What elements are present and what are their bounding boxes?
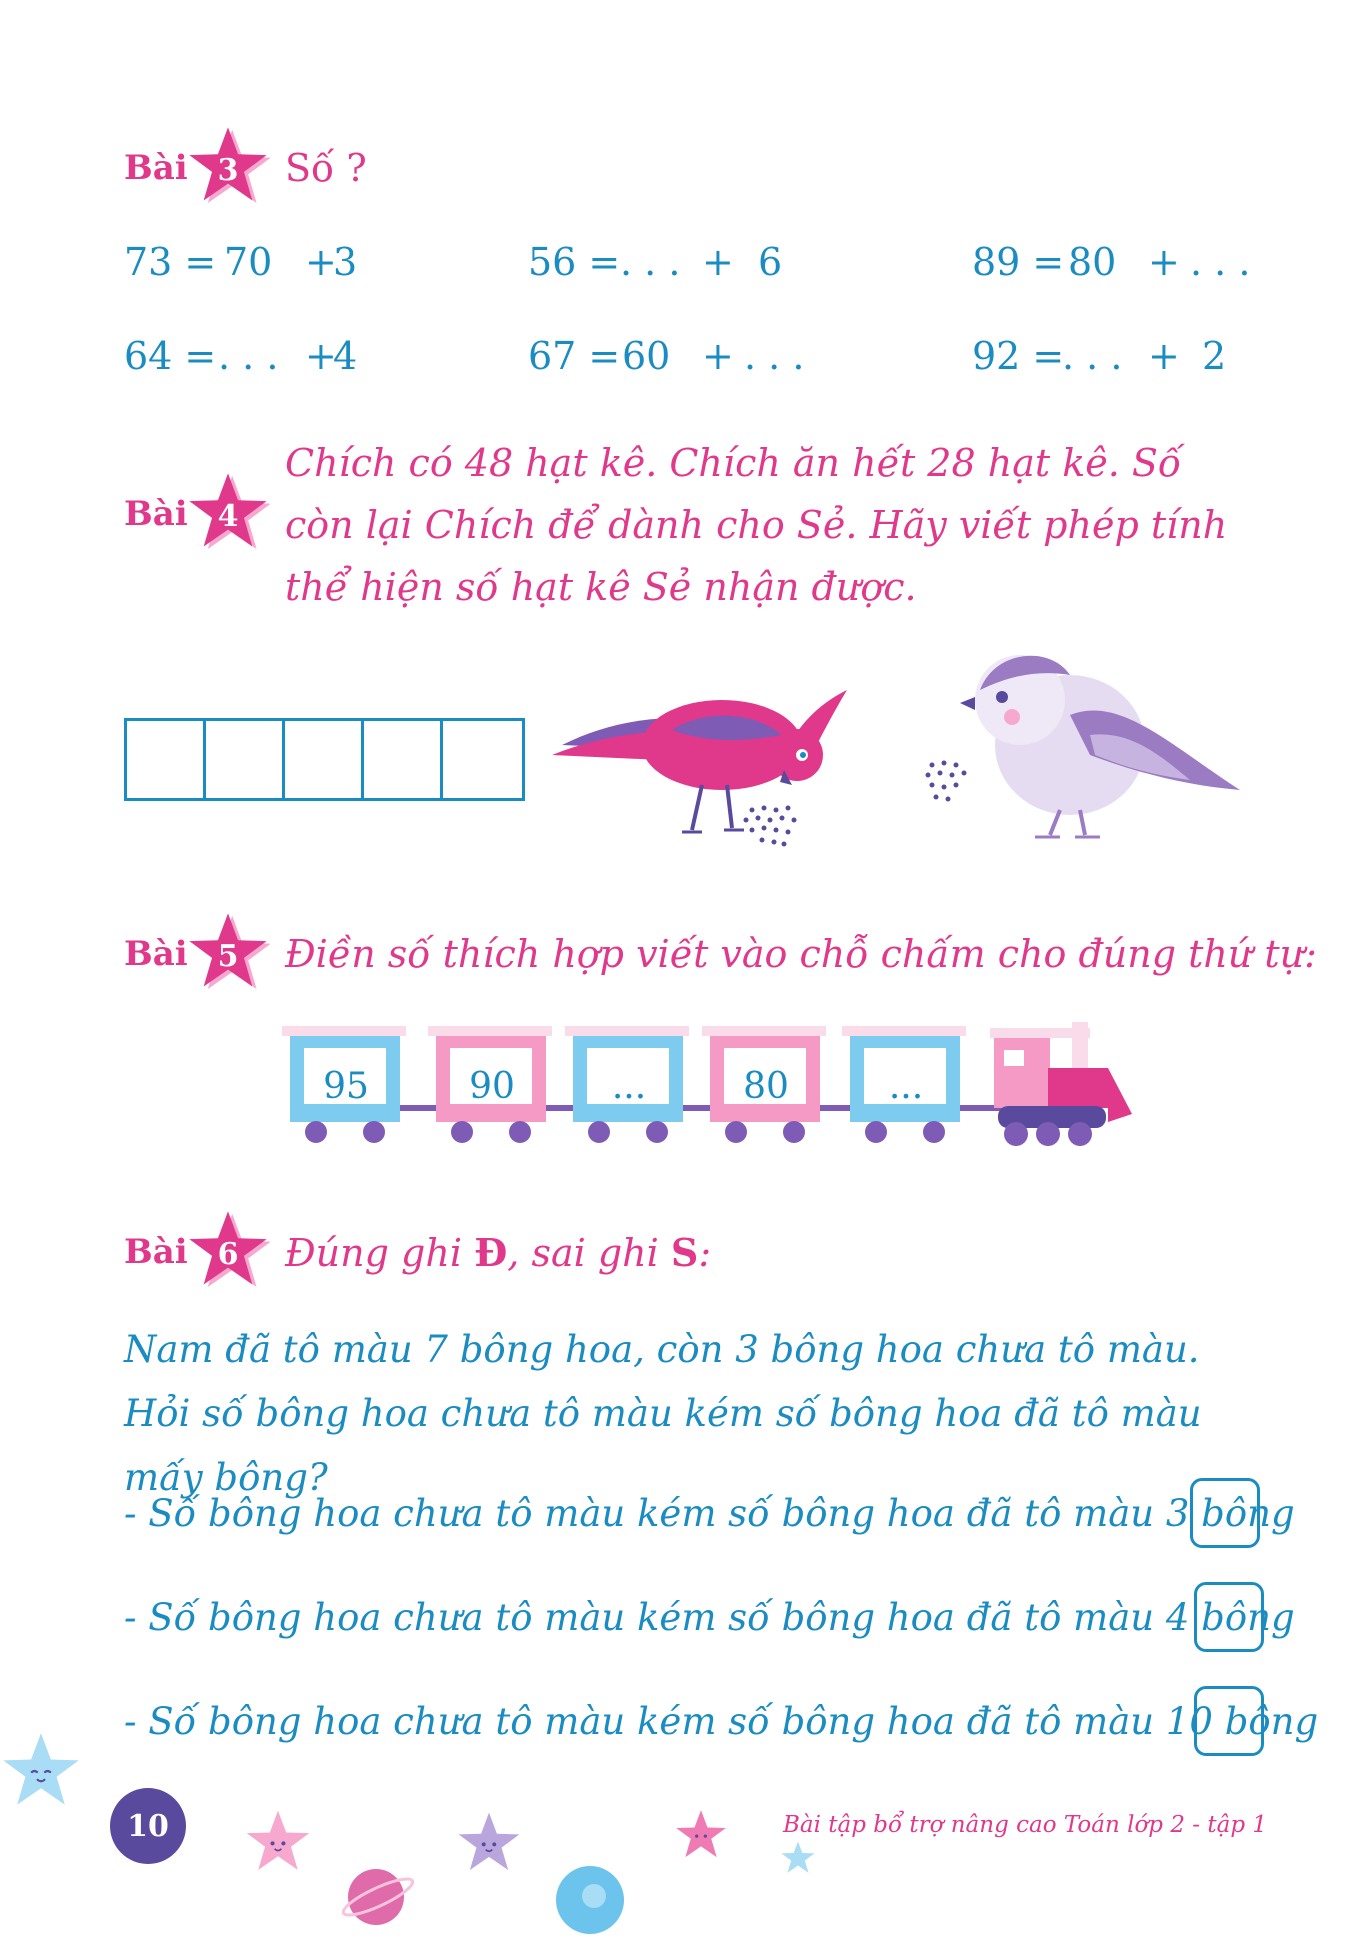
- eq-3-op: +: [1148, 240, 1180, 284]
- train-car-1-label: 95: [323, 1066, 369, 1107]
- bai6-prompt-pre: Đúng ghi: [285, 1231, 475, 1275]
- eq-1-lhs: 73 =: [124, 240, 217, 284]
- bai6-option-2: - Số bông hoa chưa tô màu kém số bông hoa đã tô màu 4 bông: [124, 1596, 1295, 1639]
- bai5-prompt: Điền số thích hợp viết vào chỗ chấm cho đúng thứ tự:: [285, 932, 1317, 976]
- eq-2-lhs: 56 =: [528, 240, 621, 284]
- book-title: Bài tập bổ trợ nâng cao Toán lớp 2 - tập 1: [782, 1812, 1267, 1838]
- bai6-prompt-mid: , sai ghi: [507, 1231, 671, 1275]
- bai6-problem: Nam đã tô màu 7 bông hoa, còn 3 bông hoa chưa tô màu. Hỏi số bông hoa chưa tô màu kém số bông hoa đã tô màu mấy bông?: [124, 1328, 1202, 1499]
- train-graphic: [282, 1022, 1132, 1152]
- answer-box[interactable]: [285, 721, 364, 798]
- bai3-label: Bài: [124, 148, 188, 188]
- bai6-prompt: [285, 1230, 711, 1275]
- bai3-prompt: Số ?: [285, 146, 367, 190]
- eq-6-op: +: [1148, 334, 1180, 378]
- eq-5-op: +: [702, 334, 734, 378]
- bai6-prompt-end: :: [698, 1231, 712, 1275]
- train-car-5-label[interactable]: ...: [888, 1066, 924, 1107]
- purple-star-face-icon: [456, 1810, 522, 1876]
- blue-star-face-icon: [0, 1730, 82, 1812]
- answer-checkbox-3[interactable]: [1194, 1686, 1264, 1756]
- blue-planet-icon: [552, 1862, 628, 1936]
- train-car-3-label[interactable]: ...: [611, 1066, 647, 1107]
- eq-3-a: 80: [1068, 240, 1117, 284]
- eq-4-op: +: [305, 334, 337, 378]
- eq-4-b: 4: [333, 334, 358, 378]
- bai5-number: 5: [217, 938, 239, 974]
- bai6-label: Bài: [124, 1232, 188, 1272]
- bai6-prompt-d: Đ: [474, 1230, 508, 1275]
- page-number: 10: [110, 1788, 186, 1864]
- answer-box[interactable]: [364, 721, 443, 798]
- bai4-answer-boxes[interactable]: [124, 718, 525, 801]
- answer-checkbox-1[interactable]: [1190, 1478, 1260, 1548]
- eq-1-a: 70: [224, 240, 273, 284]
- eq-1-b: 3: [333, 240, 358, 284]
- answer-checkbox-2[interactable]: [1194, 1582, 1264, 1652]
- bai4-number: 4: [217, 498, 239, 534]
- train-car-4-label: 80: [743, 1066, 789, 1107]
- sparrow-illustration: [920, 635, 1240, 855]
- bai6-option-3: - Số bông hoa chưa tô màu kém số bông hoa đã tô màu 10 bông: [124, 1700, 1319, 1743]
- answer-box[interactable]: [206, 721, 285, 798]
- bai6-number: 6: [217, 1236, 239, 1272]
- eq-5-a: 60: [622, 334, 671, 378]
- bai4-label: Bài: [124, 494, 188, 534]
- pink-star-face-icon-2: [674, 1808, 728, 1862]
- eq-2-op: +: [702, 240, 734, 284]
- bai6-star-badge: [186, 1208, 270, 1292]
- bai5-star-badge: [186, 910, 270, 994]
- bai3-star-badge: [186, 124, 270, 208]
- train-car-2-label: 90: [469, 1066, 515, 1107]
- eq-5-b: . . .: [744, 334, 805, 378]
- eq-5-lhs: 67 =: [528, 334, 621, 378]
- bai3-number: 3: [217, 152, 239, 188]
- eq-4-lhs: 64 =: [124, 334, 217, 378]
- answer-box[interactable]: [443, 721, 522, 798]
- pink-star-face-icon: [244, 1808, 312, 1876]
- eq-1-op: +: [305, 240, 337, 284]
- eq-4-a: . . .: [218, 334, 279, 378]
- bai5-label: Bài: [124, 934, 188, 974]
- eq-3-lhs: 89 =: [972, 240, 1065, 284]
- planet-icon: [340, 1864, 416, 1930]
- answer-box[interactable]: [127, 721, 206, 798]
- eq-6-lhs: 92 =: [972, 334, 1065, 378]
- eq-3-b: . . .: [1190, 240, 1251, 284]
- bai4-star-badge: [186, 470, 270, 554]
- pink-bird-illustration: [552, 660, 862, 860]
- bai6-option-1: - Số bông hoa chưa tô màu kém số bông hoa đã tô màu 3 bông: [124, 1492, 1295, 1535]
- eq-6-b: 2: [1202, 334, 1227, 378]
- bai4-text: Chích có 48 hạt kê. Chích ăn hết 28 hạt kê. Số còn lại Chích để dành cho Sẻ. Hãy viết phép tính thể hiện số hạt kê Sẻ nhận được.: [285, 441, 1228, 609]
- bai6-prompt-s: S: [670, 1230, 699, 1275]
- small-blue-star-icon: [780, 1840, 816, 1876]
- eq-2-a: . . .: [620, 240, 681, 284]
- eq-2-b: 6: [758, 240, 783, 284]
- train-illustration: [282, 1022, 1132, 1152]
- eq-6-a: . . .: [1062, 334, 1123, 378]
